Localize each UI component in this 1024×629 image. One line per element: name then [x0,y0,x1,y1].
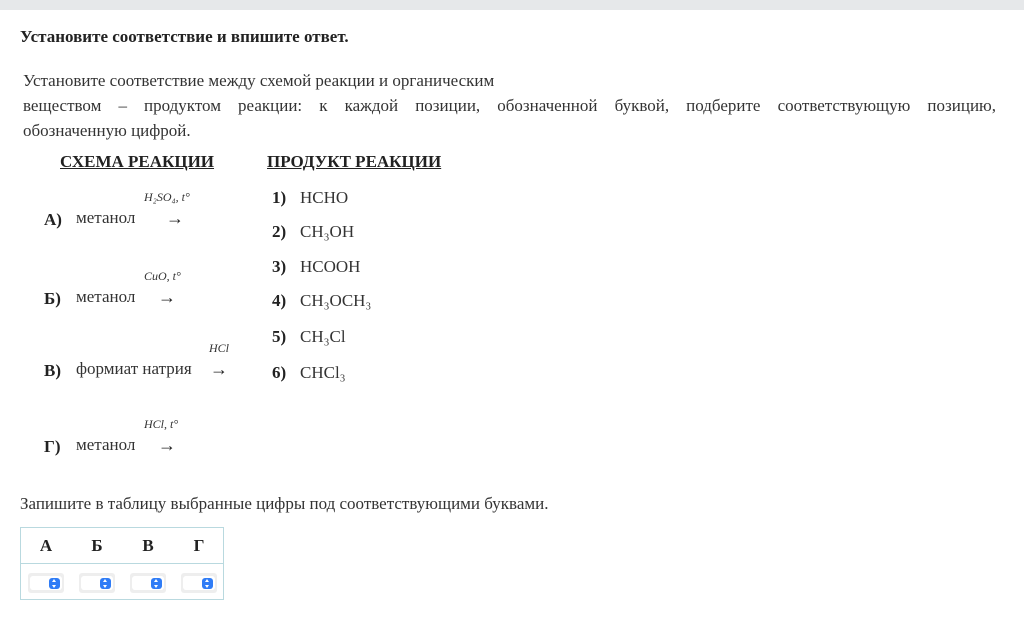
scheme-letter: В) [44,361,61,380]
product-item-1 [272,188,348,208]
select-arrows-icon [100,578,111,589]
product-item-5 [272,327,346,347]
scheme-substance: метанол [76,208,136,227]
scheme-g [44,417,204,457]
product-number: 4) [272,291,287,310]
scheme-substance: метанол [76,435,136,454]
scheme-letter: Г) [44,437,61,456]
scheme-column-header: СХЕМА РЕАКЦИИ [60,152,215,171]
answer-instruction: Запишите в таблицу выбранные цифры под соответствующими буквами. [20,494,549,513]
scheme-conditions: HCl [209,341,230,355]
product-formula: CH₃Cl [300,327,346,346]
task-heading: Установите соответствие и впишите ответ. [20,27,349,46]
answer-header-b: Б [91,536,103,555]
product-number: 6) [272,363,287,382]
intro-line-1: Установите соответствие между схемой реакции и органическим [23,71,495,90]
product-formula: CH₃OH [300,222,355,241]
intro-line-3: обозначенную цифрой. [23,121,191,140]
product-formula: HCOOH [300,257,361,276]
answer-header-row [21,528,223,564]
product-number: 1) [272,188,287,207]
scheme-conditions: H₂SO₄, t° [144,190,190,204]
answer-header-g: Г [193,536,205,555]
answer-select-a[interactable] [28,573,64,593]
product-item-6 [272,363,346,383]
scheme-conditions: HCl, t° [144,417,179,431]
scheme-substance: формиат натрия [76,359,192,378]
reaction-arrow: → [166,208,184,228]
answer-select-b[interactable] [79,573,115,593]
select-arrows-icon [151,578,162,589]
answer-table [20,527,224,600]
product-item-3 [272,257,360,277]
answer-header-a: А [39,536,53,555]
product-number: 2) [272,222,287,241]
top-bar [0,0,1024,10]
answer-header-v: В [142,536,154,555]
scheme-conditions: CuO, t° [144,269,181,283]
task-description [23,68,996,143]
reaction-arrow: → [158,435,176,455]
answer-select-g[interactable] [181,573,217,593]
product-column-header: ПРОДУКТ РЕАКЦИИ [267,152,442,171]
scheme-b [44,269,204,309]
product-item-2 [272,222,354,242]
product-formula: HCHO [300,188,349,207]
scheme-letter: Б) [44,289,61,308]
select-arrows-icon [202,578,213,589]
scheme-a [44,190,204,230]
product-formula: CH₃OCH₃ [300,291,372,310]
scheme-letter: А) [44,210,62,229]
reaction-arrow: → [158,287,176,307]
reaction-arrow: → [210,359,228,379]
intro-line-2: веществом – продуктом реакции: к каждой позиции, обозначенной буквой, подберите соответствующую позицию, [23,96,996,115]
product-number: 5) [272,327,287,346]
scheme-substance: метанол [76,287,136,306]
product-formula: CHCl₃ [300,363,346,382]
answer-select-v[interactable] [130,573,166,593]
product-item-4 [272,291,371,311]
product-number: 3) [272,257,287,276]
select-arrows-icon [49,578,60,589]
scheme-v [44,341,244,381]
